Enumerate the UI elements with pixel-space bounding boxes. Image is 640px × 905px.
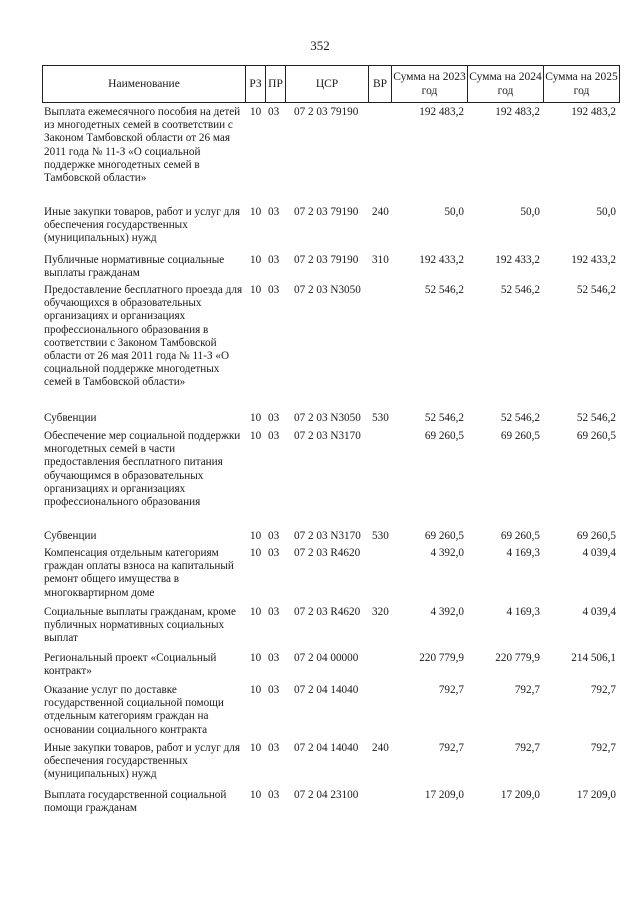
row-pr: 03 <box>268 430 280 442</box>
header-vr: ВР <box>368 66 391 102</box>
row-csr: 07 2 03 79190 <box>294 206 359 218</box>
row-vr: 240 <box>372 206 389 218</box>
row-csr: 07 2 03 R4620 <box>294 606 361 618</box>
row-sum-2025: 792,7 <box>590 742 616 754</box>
header-rz: РЗ <box>245 66 265 102</box>
header-pr: ПР <box>265 66 285 102</box>
row-sum-2023: 220 779,9 <box>419 652 464 664</box>
row-sum-2023: 52 546,2 <box>424 284 464 296</box>
row-rz: 10 <box>250 684 262 696</box>
row-csr: 07 2 03 N3050 <box>294 412 361 424</box>
row-sum-2024: 792,7 <box>514 742 540 754</box>
row-csr: 07 2 04 00000 <box>294 652 359 664</box>
row-csr: 07 2 03 N3170 <box>294 530 361 542</box>
row-sum-2025: 192 483,2 <box>571 106 616 118</box>
row-rz: 10 <box>250 412 262 424</box>
row-sum-2023: 4 392,0 <box>430 606 464 618</box>
row-pr: 03 <box>268 606 280 618</box>
row-name: Оказание услуг по доставке государственной социальной помощи отдельным категориям граждан на основании социального контракта <box>44 684 224 736</box>
row-sum-2023: 792,7 <box>438 684 464 696</box>
row-rz: 10 <box>250 789 262 801</box>
row-rz: 10 <box>250 742 262 754</box>
row-sum-2023: 4 392,0 <box>430 547 464 559</box>
row-sum-2023: 17 209,0 <box>424 789 464 801</box>
row-pr: 03 <box>268 547 280 559</box>
row-pr: 03 <box>268 684 280 696</box>
row-sum-2024: 50,0 <box>520 206 540 218</box>
row-rz: 10 <box>250 284 262 296</box>
header-sum-2025: Сумма на 2025 год <box>543 66 620 102</box>
row-sum-2024: 192 433,2 <box>495 254 540 266</box>
row-rz: 10 <box>250 547 262 559</box>
row-vr: 240 <box>372 742 389 754</box>
header-sum-2023: Сумма на 2023 год <box>391 66 467 102</box>
row-name: Выплата государственной социальной помощи гражданам <box>44 789 227 815</box>
row-pr: 03 <box>268 412 280 424</box>
row-sum-2024: 192 483,2 <box>495 106 540 118</box>
row-name: Иные закупки товаров, работ и услуг для обеспечения государственных (муниципальных) нужд <box>44 206 241 245</box>
row-csr: 07 2 03 N3050 <box>294 284 361 296</box>
row-name: Социальные выплаты гражданам, кроме публичных нормативных социальных выплат <box>44 606 236 645</box>
row-rz: 10 <box>250 606 262 618</box>
row-sum-2025: 17 209,0 <box>576 789 616 801</box>
row-vr: 530 <box>372 412 389 424</box>
row-sum-2025: 52 546,2 <box>576 284 616 296</box>
row-sum-2024: 69 260,5 <box>500 430 540 442</box>
row-rz: 10 <box>250 254 262 266</box>
header-csr: ЦСР <box>285 66 368 102</box>
row-csr: 07 2 03 R4620 <box>294 547 361 559</box>
row-csr: 07 2 04 14040 <box>294 742 359 754</box>
row-sum-2025: 69 260,5 <box>576 430 616 442</box>
row-sum-2025: 69 260,5 <box>576 530 616 542</box>
row-csr: 07 2 03 79190 <box>294 254 359 266</box>
row-sum-2024: 220 779,9 <box>495 652 540 664</box>
row-vr: 310 <box>372 254 389 266</box>
row-name: Иные закупки товаров, работ и услуг для обеспечения государственных (муниципальных) нужд <box>44 742 241 781</box>
row-csr: 07 2 03 79190 <box>294 106 359 118</box>
row-rz: 10 <box>250 430 262 442</box>
row-sum-2023: 792,7 <box>438 742 464 754</box>
row-name: Обеспечение мер социальной поддержки многодетных семей в части предоставления бесплатного питания обучающимся в образовательных организациях и организациях профессионального образования <box>44 430 241 509</box>
row-pr: 03 <box>268 206 280 218</box>
row-vr: 320 <box>372 606 389 618</box>
row-pr: 03 <box>268 530 280 542</box>
row-pr: 03 <box>268 742 280 754</box>
row-sum-2024: 4 169,3 <box>506 606 540 618</box>
row-pr: 03 <box>268 106 280 118</box>
row-pr: 03 <box>268 789 280 801</box>
table-header <box>42 65 620 103</box>
row-sum-2023: 69 260,5 <box>424 430 464 442</box>
row-name: Субвенции <box>44 530 97 542</box>
row-name: Выплата ежемесячного пособия на детей из многодетных семей в соответствии с Законом Тамбовской области от 26 мая 2011 года № 11-З «О социальной поддержке многодетных семей в Тамбовской области» <box>44 106 241 185</box>
row-pr: 03 <box>268 254 280 266</box>
row-pr: 03 <box>268 652 280 664</box>
row-sum-2024: 792,7 <box>514 684 540 696</box>
row-sum-2024: 4 169,3 <box>506 547 540 559</box>
row-pr: 03 <box>268 284 280 296</box>
row-vr: 530 <box>372 530 389 542</box>
page-number: 352 <box>310 38 330 53</box>
header-sum-2024: Сумма на 2024 год <box>467 66 543 102</box>
row-name: Компенсация отдельным категориям граждан оплаты взноса на капитальный ремонт общего имущества в многоквартирном доме <box>44 547 234 599</box>
row-sum-2023: 52 546,2 <box>424 412 464 424</box>
row-csr: 07 2 04 23100 <box>294 789 359 801</box>
row-sum-2025: 4 039,4 <box>582 547 616 559</box>
row-name: Предоставление бесплатного проезда для обучающихся в образовательных организациях и организациях профессионального образования в соответствии с Законом Тамбовской области от 26 мая 2011 года № 11-З «О социальной поддержке многодетных семей в Тамбовской области» <box>44 284 243 389</box>
row-sum-2025: 52 546,2 <box>576 412 616 424</box>
row-sum-2025: 50,0 <box>596 206 616 218</box>
row-rz: 10 <box>250 106 262 118</box>
row-rz: 10 <box>250 206 262 218</box>
row-sum-2025: 214 506,1 <box>571 652 616 664</box>
row-sum-2025: 192 433,2 <box>571 254 616 266</box>
row-sum-2023: 50,0 <box>444 206 464 218</box>
row-name: Субвенции <box>44 412 97 424</box>
header-name: Наименование <box>42 66 245 102</box>
row-sum-2023: 192 483,2 <box>419 106 464 118</box>
row-sum-2024: 52 546,2 <box>500 412 540 424</box>
row-sum-2025: 4 039,4 <box>582 606 616 618</box>
budget-table <box>42 65 620 815</box>
row-name: Публичные нормативные социальные выплаты гражданам <box>44 254 225 280</box>
row-sum-2023: 69 260,5 <box>424 530 464 542</box>
row-rz: 10 <box>250 652 262 664</box>
row-sum-2024: 69 260,5 <box>500 530 540 542</box>
row-csr: 07 2 03 N3170 <box>294 430 361 442</box>
row-name: Региональный проект «Социальный контракт» <box>44 652 217 678</box>
row-rz: 10 <box>250 530 262 542</box>
row-sum-2024: 52 546,2 <box>500 284 540 296</box>
row-sum-2024: 17 209,0 <box>500 789 540 801</box>
row-csr: 07 2 04 14040 <box>294 684 359 696</box>
row-sum-2023: 192 433,2 <box>419 254 464 266</box>
row-sum-2025: 792,7 <box>590 684 616 696</box>
